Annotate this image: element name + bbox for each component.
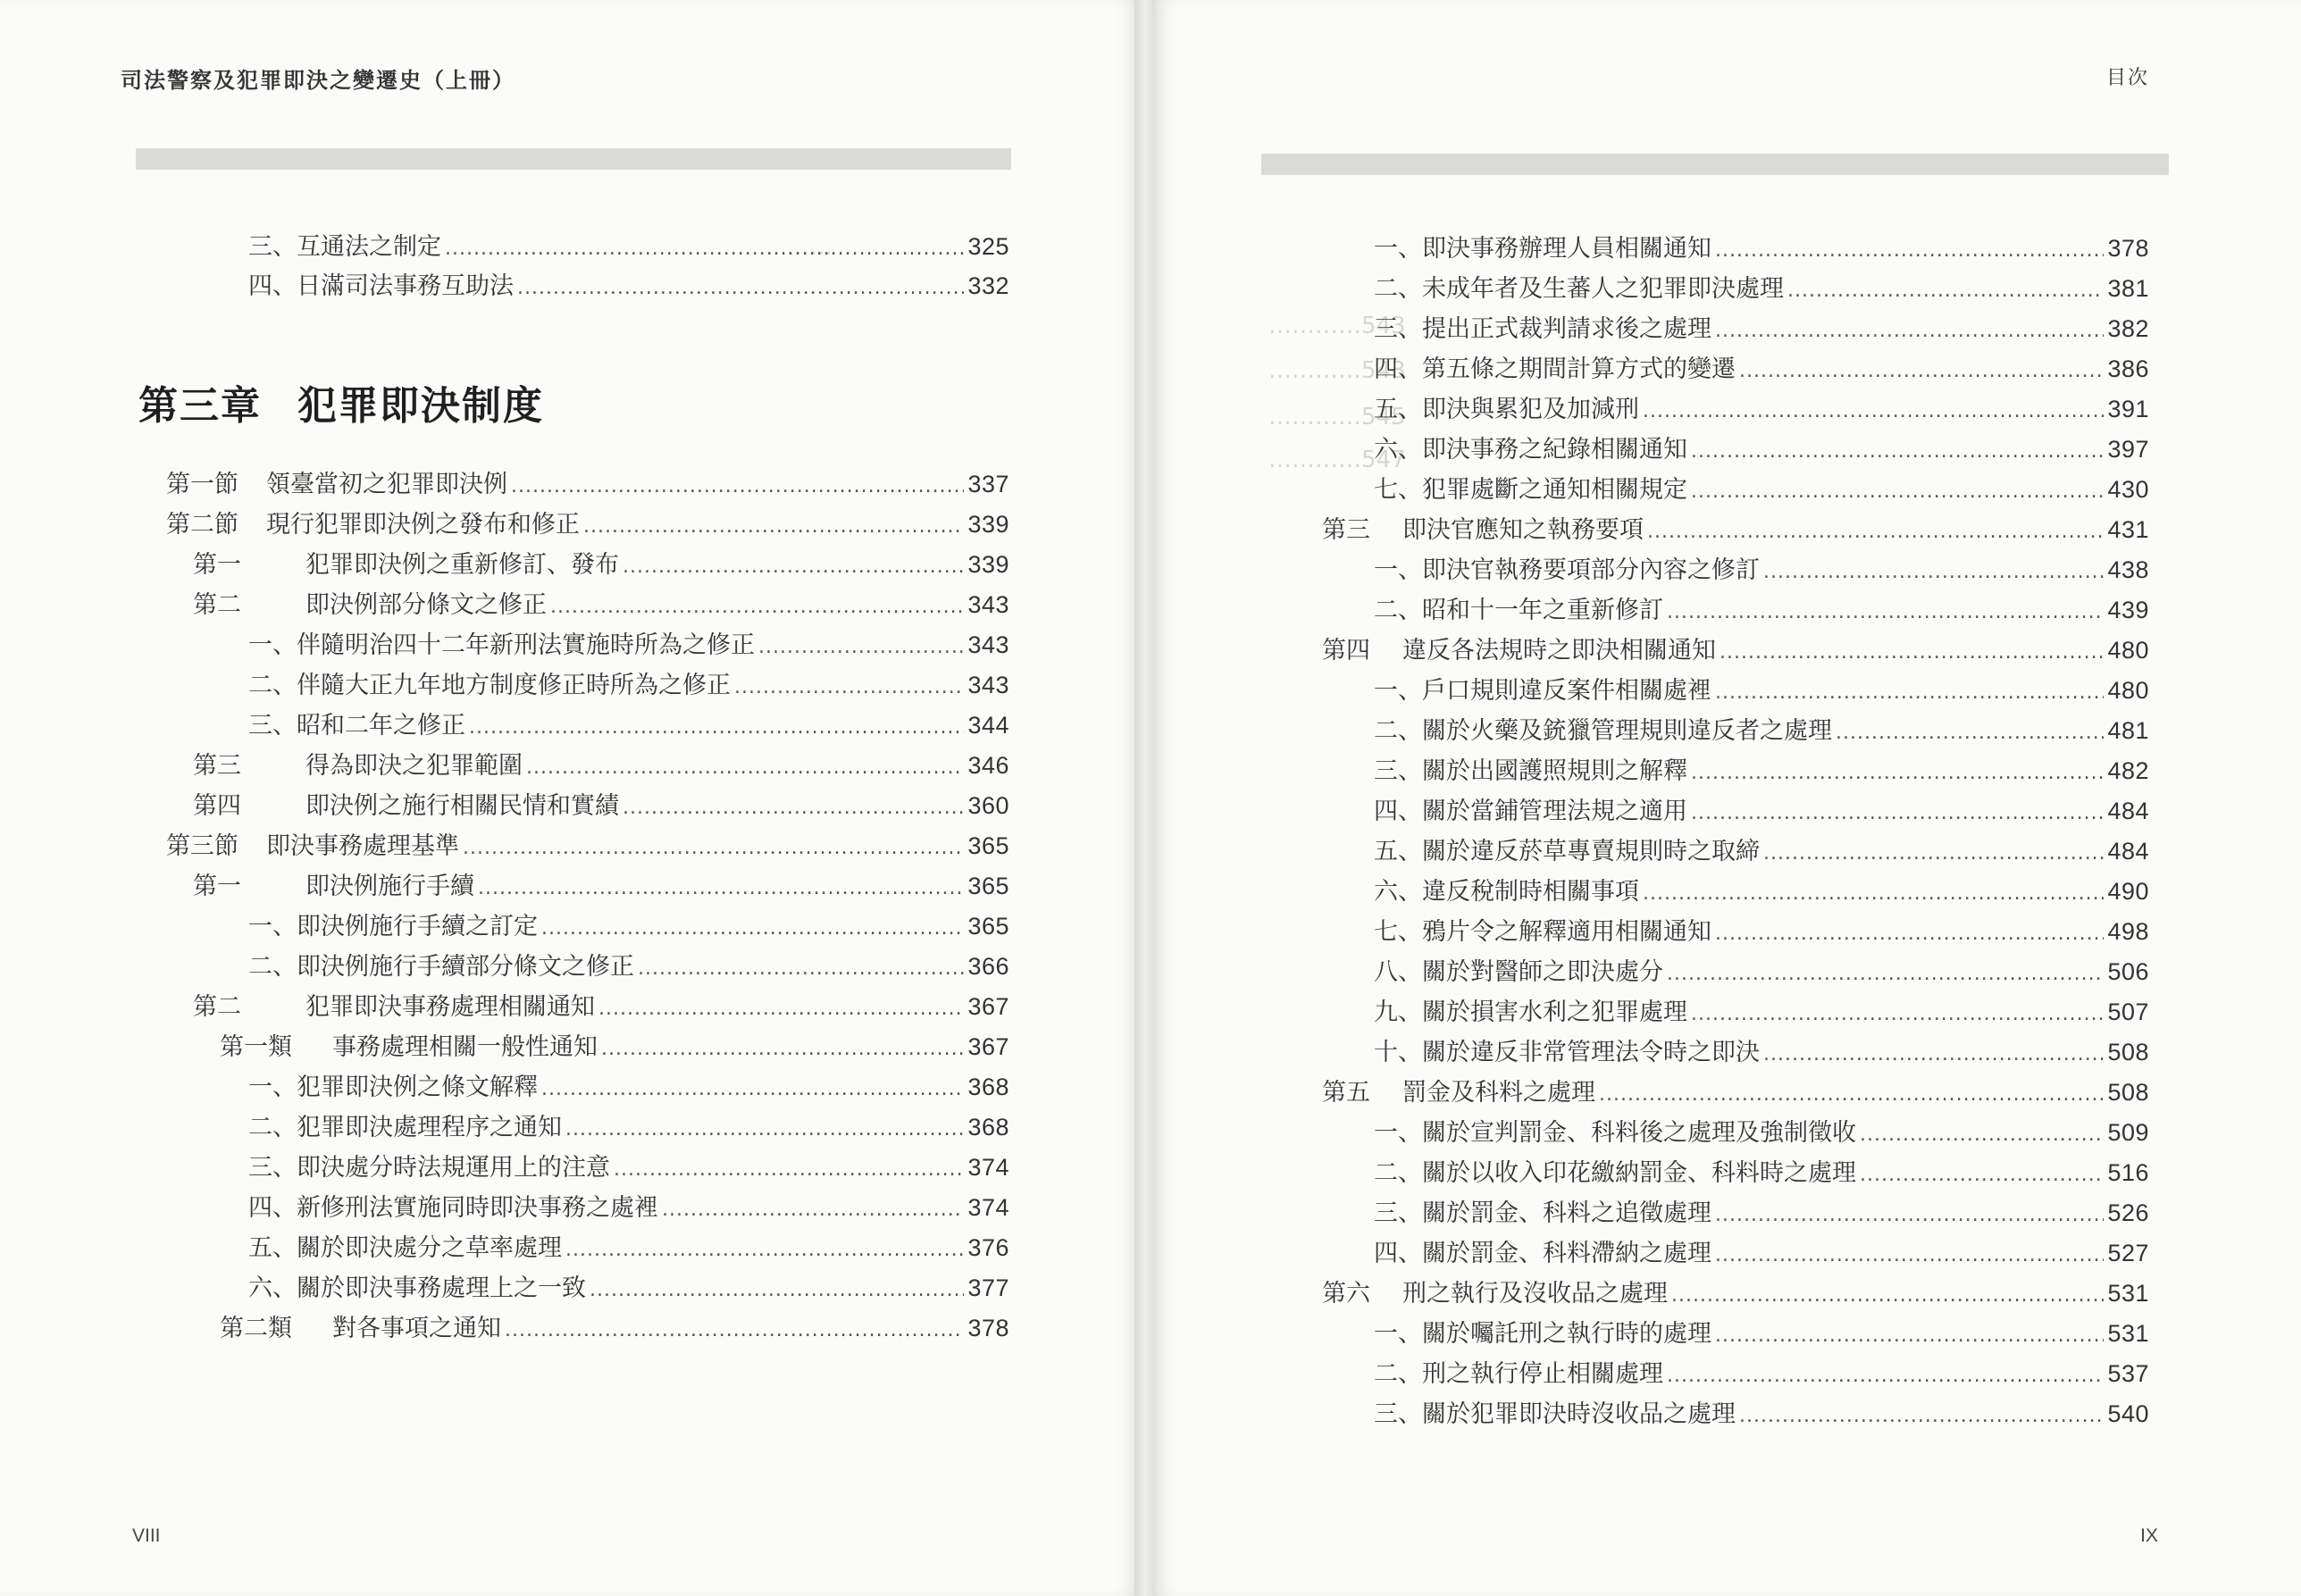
running-head: 目次 bbox=[2105, 67, 2149, 89]
chapter-name: 犯罪即決制度 bbox=[297, 383, 544, 429]
toc-entry[interactable] bbox=[1374, 992, 2149, 1032]
toc-entry-text: 二、伴隨大正九年地方制度修正時所為之修正 bbox=[248, 672, 731, 699]
toc-entry-text: 四、第五條之期間計算方式的變遷 bbox=[1374, 355, 1736, 383]
toc-page-number: 506 bbox=[2107, 958, 2149, 985]
toc-leader bbox=[1691, 472, 2104, 512]
toc-page-number: 480 bbox=[2107, 637, 2149, 664]
toc-page-number: 360 bbox=[967, 792, 1009, 819]
toc-leader bbox=[1691, 794, 2104, 833]
toc-entry-text: 事務處理相關一般性通知 bbox=[332, 1033, 598, 1061]
toc-entry-label: 第一 bbox=[193, 551, 241, 579]
toc-entry-text: 違反各法規時之即決相關通知 bbox=[1402, 637, 1716, 664]
toc-entry-label: 第六 bbox=[1322, 1280, 1370, 1308]
toc-leader bbox=[1719, 633, 2104, 673]
toc-leader bbox=[445, 230, 964, 269]
toc-entry-text: 一、犯罪即決例之條文解釋 bbox=[248, 1074, 538, 1101]
toc-leader bbox=[1715, 1236, 2104, 1275]
toc-page-number: 366 bbox=[967, 953, 1009, 980]
toc-entry-text: 二、未成年者及生蕃人之犯罪即決處理 bbox=[1374, 275, 1784, 303]
toc-page-number: 531 bbox=[2107, 1280, 2149, 1307]
toc-entry[interactable] bbox=[248, 227, 1009, 266]
toc-page-number: 537 bbox=[2107, 1360, 2149, 1387]
toc-page-number: 540 bbox=[2107, 1400, 2149, 1427]
toc-page-number: 367 bbox=[967, 993, 1009, 1020]
toc-entry-text: 犯罪即決例之重新修訂、發布 bbox=[305, 551, 619, 579]
toc-entry-text: 二、犯罪即決處理程序之通知 bbox=[248, 1114, 562, 1141]
toc-leader bbox=[517, 269, 964, 308]
toc-entry[interactable] bbox=[248, 1228, 1009, 1267]
toc-leader bbox=[1836, 714, 2104, 753]
toc-entry[interactable] bbox=[248, 947, 1009, 986]
toc-leader bbox=[1647, 513, 2104, 552]
bleed-through: …… bbox=[786, 234, 833, 261]
right-page bbox=[1152, 0, 2301, 1596]
toc-entry-label: 第三 bbox=[1322, 516, 1370, 544]
toc-entry-text: 六、違反稅制時相關事項 bbox=[1374, 878, 1639, 906]
toc-leader bbox=[526, 748, 964, 788]
toc-entry-text: 對各事項之通知 bbox=[332, 1315, 501, 1342]
bleed-through: …………543 bbox=[1268, 313, 1406, 339]
toc-entry[interactable] bbox=[1374, 470, 2149, 509]
toc-entry-text: 三、昭和二年之修正 bbox=[248, 712, 465, 740]
toc-leader bbox=[469, 708, 964, 748]
toc-entry-text: 犯罪即決事務處理相關通知 bbox=[305, 993, 595, 1021]
toc-page-number: 484 bbox=[2107, 798, 2149, 824]
toc-leader bbox=[590, 1271, 964, 1310]
toc-leader bbox=[1763, 1035, 2104, 1074]
toc-entry-text: 五、即決與累犯及加減刑 bbox=[1374, 396, 1639, 423]
toc-page-number: 365 bbox=[967, 873, 1009, 899]
toc-entry-text: 三、關於出國護照規則之解釋 bbox=[1374, 757, 1687, 785]
toc-entry[interactable] bbox=[1374, 1153, 2149, 1192]
toc-leader bbox=[1860, 1116, 2104, 1155]
toc-entry[interactable] bbox=[193, 545, 1009, 584]
toc-entry[interactable] bbox=[166, 464, 1009, 504]
toc-page-number: 325 bbox=[967, 233, 1009, 260]
toc-entry-text: 即決例之施行相關民情和實績 bbox=[305, 792, 619, 820]
toc-page-number: 508 bbox=[2107, 1039, 2149, 1065]
toc-leader bbox=[1671, 1276, 2104, 1316]
toc-entry[interactable] bbox=[193, 585, 1009, 624]
toc-leader bbox=[1763, 553, 2104, 592]
toc-entry[interactable] bbox=[1322, 1274, 2149, 1313]
toc-entry-label: 第二類 bbox=[220, 1315, 292, 1342]
toc-entry[interactable] bbox=[1374, 1113, 2149, 1152]
toc-entry-text: 四、關於當鋪管理法規之適用 bbox=[1374, 798, 1687, 825]
toc-entry-text: 四、新修刑法實施同時即決事務之處裡 bbox=[248, 1194, 658, 1222]
toc-entry-text: 即決事務處理基準 bbox=[266, 832, 459, 860]
toc-leader bbox=[601, 1030, 964, 1069]
toc-entry[interactable] bbox=[166, 505, 1009, 544]
toc-entry-text: 六、關於即決事務處理上之一致 bbox=[248, 1274, 586, 1302]
toc-page-number: 343 bbox=[967, 672, 1009, 698]
toc-entry[interactable] bbox=[1374, 872, 2149, 911]
toc-entry[interactable] bbox=[248, 625, 1009, 664]
toc-entry[interactable] bbox=[1374, 1354, 2149, 1393]
toc-entry-text: 一、戶口規則違反案件相關處裡 bbox=[1374, 677, 1711, 705]
toc-entry-text: 罰金及科料之處理 bbox=[1402, 1079, 1595, 1107]
toc-entry[interactable] bbox=[248, 1148, 1009, 1187]
toc-entry[interactable] bbox=[220, 1308, 1009, 1348]
toc-page-number: 374 bbox=[967, 1194, 1009, 1221]
page-number-footer: VIII bbox=[132, 1525, 161, 1546]
toc-entry[interactable] bbox=[248, 907, 1009, 946]
toc-leader bbox=[463, 829, 964, 868]
toc-page-number: 526 bbox=[2107, 1199, 2149, 1226]
toc-entry[interactable] bbox=[193, 746, 1009, 785]
toc-page-number: 439 bbox=[2107, 597, 2149, 623]
toc-leader bbox=[583, 507, 964, 547]
toc-entry[interactable] bbox=[1374, 952, 2149, 991]
toc-entry[interactable] bbox=[1374, 1314, 2149, 1353]
toc-entry[interactable] bbox=[1374, 912, 2149, 951]
toc-leader bbox=[623, 789, 964, 828]
toc-entry-text: 十、關於違反非常管理法令時之即決 bbox=[1374, 1039, 1760, 1066]
toc-entry[interactable] bbox=[193, 786, 1009, 825]
chapter-title bbox=[138, 373, 544, 430]
toc-entry-label: 第一 bbox=[193, 873, 241, 900]
toc-page-number: 490 bbox=[2107, 878, 2149, 905]
running-head: 司法警察及犯罪即決之變遷史（上冊） bbox=[121, 67, 515, 93]
toc-entry[interactable] bbox=[1374, 590, 2149, 630]
toc-leader bbox=[541, 1070, 964, 1109]
header-band bbox=[1261, 154, 2169, 175]
toc-entry-label: 第四 bbox=[1322, 637, 1370, 664]
toc-leader bbox=[1667, 1357, 2104, 1396]
toc-page-number: 343 bbox=[967, 631, 1009, 658]
toc-page-number: 346 bbox=[967, 752, 1009, 779]
toc-entry[interactable] bbox=[1374, 389, 2149, 429]
toc-leader bbox=[1739, 1397, 2104, 1436]
toc-entry-text: 三、互通法之制定 bbox=[248, 233, 441, 261]
toc-entry[interactable] bbox=[1322, 510, 2149, 549]
toc-page-number: 378 bbox=[967, 1315, 1009, 1341]
toc-entry-text: 三、關於犯罪即決時沒收品之處理 bbox=[1374, 1400, 1736, 1428]
toc-page-number: 498 bbox=[2107, 918, 2149, 945]
page-number-footer: IX bbox=[2140, 1525, 2158, 1546]
toc-leader bbox=[598, 990, 964, 1029]
toc-leader bbox=[1715, 915, 2104, 954]
toc-entry[interactable] bbox=[248, 1067, 1009, 1107]
bleed-through: …………543 bbox=[1268, 357, 1406, 384]
toc-page-number: 438 bbox=[2107, 556, 2149, 583]
toc-entry[interactable] bbox=[1374, 349, 2149, 389]
toc-leader bbox=[1691, 432, 2104, 472]
toc-leader bbox=[1787, 272, 2104, 311]
toc-leader bbox=[638, 949, 964, 989]
toc-page-number: 481 bbox=[2107, 717, 2149, 744]
toc-page-number: 397 bbox=[2107, 436, 2149, 463]
toc-entry-text: 八、關於對醫師之即決處分 bbox=[1374, 958, 1663, 986]
toc-entry-text: 一、關於囑託刑之執行時的處理 bbox=[1374, 1320, 1711, 1348]
toc-entry[interactable] bbox=[248, 1268, 1009, 1308]
toc-page-number: 386 bbox=[2107, 355, 2149, 382]
toc-page-number: 516 bbox=[2107, 1159, 2149, 1186]
toc-page-number: 378 bbox=[2107, 235, 2149, 262]
toc-entry-text: 四、日滿司法事務互助法 bbox=[248, 272, 514, 300]
toc-leader bbox=[1643, 874, 2104, 914]
toc-leader bbox=[1667, 955, 2104, 994]
toc-entry[interactable] bbox=[1374, 1032, 2149, 1072]
toc-page-number: 430 bbox=[2107, 476, 2149, 503]
toc-page-number: 376 bbox=[967, 1234, 1009, 1261]
toc-entry[interactable] bbox=[220, 1027, 1009, 1066]
toc-page-number: 343 bbox=[967, 591, 1009, 618]
toc-entry-text: 五、關於即決處分之草率處理 bbox=[248, 1234, 562, 1262]
toc-page-number: 507 bbox=[2107, 999, 2149, 1025]
toc-entry-text: 三、提出正式裁判請求後之處理 bbox=[1374, 315, 1711, 343]
toc-page-number: 391 bbox=[2107, 396, 2149, 422]
toc-entry-text: 三、關於罰金、科料之追徵處理 bbox=[1374, 1199, 1711, 1227]
toc-leader bbox=[662, 1191, 964, 1230]
toc-page-number: 509 bbox=[2107, 1119, 2149, 1146]
toc-entry[interactable] bbox=[248, 266, 1009, 305]
toc-entry-text: 二、即決例施行手續部分條文之修正 bbox=[248, 953, 634, 981]
toc-entry-text: 領臺當初之犯罪即決例 bbox=[266, 471, 507, 498]
toc-entry[interactable] bbox=[1374, 831, 2149, 871]
toc-page-number: 339 bbox=[967, 551, 1009, 578]
toc-entry[interactable] bbox=[248, 1188, 1009, 1227]
toc-leader bbox=[1599, 1075, 2104, 1115]
toc-entry-text: 一、即決官執務要項部分內容之修訂 bbox=[1374, 556, 1760, 584]
toc-entry[interactable] bbox=[248, 1107, 1009, 1147]
toc-entry-label: 第一類 bbox=[220, 1033, 292, 1061]
toc-page-number: 368 bbox=[967, 1074, 1009, 1100]
toc-leader bbox=[1715, 231, 2104, 271]
toc-leader bbox=[614, 1150, 964, 1190]
toc-page-number: 480 bbox=[2107, 677, 2149, 704]
toc-entry[interactable] bbox=[1374, 711, 2149, 750]
toc-entry-label: 第三 bbox=[193, 752, 241, 780]
toc-page-number: 377 bbox=[967, 1274, 1009, 1301]
toc-entry-label: 第五 bbox=[1322, 1079, 1370, 1107]
toc-leader bbox=[758, 628, 964, 667]
bleed-through: …………545 bbox=[1268, 404, 1406, 430]
toc-leader bbox=[511, 467, 964, 506]
toc-leader bbox=[505, 1311, 964, 1350]
toc-entry-text: 一、即決事務辦理人員相關通知 bbox=[1374, 235, 1711, 263]
header-band bbox=[136, 148, 1011, 170]
toc-leader bbox=[478, 869, 964, 908]
toc-entry-label: 第一節 bbox=[166, 471, 238, 498]
toc-entry[interactable] bbox=[1374, 1233, 2149, 1273]
toc-entry[interactable] bbox=[248, 706, 1009, 745]
toc-page-number: 484 bbox=[2107, 838, 2149, 865]
toc-entry-label: 第二 bbox=[193, 993, 241, 1021]
toc-page-number: 365 bbox=[967, 913, 1009, 940]
toc-entry-text: 得為即決之犯罪範圍 bbox=[305, 752, 523, 780]
toc-leader bbox=[1715, 1196, 2104, 1235]
toc-entry-text: 一、即決例施行手續之訂定 bbox=[248, 913, 538, 940]
toc-leader bbox=[1763, 834, 2104, 873]
toc-entry[interactable] bbox=[1374, 550, 2149, 589]
toc-leader bbox=[1715, 673, 2104, 713]
toc-page-number: 508 bbox=[2107, 1079, 2149, 1106]
toc-entry-text: 九、關於損害水利之犯罪處理 bbox=[1374, 999, 1687, 1026]
toc-leader bbox=[1643, 392, 2104, 431]
toc-page-number: 482 bbox=[2107, 757, 2149, 784]
toc-page-number: 374 bbox=[967, 1154, 1009, 1181]
toc-leader bbox=[1715, 312, 2104, 351]
toc-page-number: 332 bbox=[967, 272, 1009, 299]
bleed-through: …………547 bbox=[1268, 447, 1406, 473]
toc-entry[interactable] bbox=[1374, 1193, 2149, 1233]
toc-entry-label: 第三節 bbox=[166, 832, 238, 860]
toc-page-number: 527 bbox=[2107, 1240, 2149, 1266]
toc-entry[interactable] bbox=[1374, 751, 2149, 790]
toc-page-number: 367 bbox=[967, 1033, 1009, 1060]
toc-entry[interactable] bbox=[1374, 671, 2149, 710]
toc-entry[interactable] bbox=[1374, 1394, 2149, 1433]
toc-entry-text: 五、關於違反菸草專賣規則時之取締 bbox=[1374, 838, 1760, 865]
toc-leader bbox=[1667, 593, 2104, 632]
toc-entry-text: 二、刑之執行停止相關處理 bbox=[1374, 1360, 1663, 1388]
toc-entry-text: 七、犯罪處斷之通知相關規定 bbox=[1374, 476, 1687, 504]
toc-leader bbox=[565, 1110, 964, 1149]
toc-leader bbox=[541, 909, 964, 948]
toc-page-number: 382 bbox=[2107, 315, 2149, 342]
toc-entry-text: 即決官應知之執務要項 bbox=[1402, 516, 1644, 544]
toc-entry-text: 二、關於以收入印花繳納罰金、科料時之處理 bbox=[1374, 1159, 1856, 1187]
toc-leader bbox=[1739, 352, 2104, 391]
toc-page-number: 368 bbox=[967, 1114, 1009, 1141]
toc-leader bbox=[1715, 1316, 2104, 1356]
toc-entry-text: 即決例部分條文之修正 bbox=[305, 591, 547, 619]
toc-page-number: 337 bbox=[967, 471, 1009, 497]
toc-entry[interactable] bbox=[193, 866, 1009, 906]
toc-entry-text: 七、鴉片令之解釋適用相關通知 bbox=[1374, 918, 1711, 946]
toc-page-number: 431 bbox=[2107, 516, 2149, 543]
chapter-number: 第三章 bbox=[138, 383, 262, 429]
toc-entry-text: 二、昭和十一年之重新修訂 bbox=[1374, 597, 1663, 624]
toc-leader bbox=[1860, 1156, 2104, 1195]
toc-entry-text: 六、即決事務之紀錄相關通知 bbox=[1374, 436, 1687, 464]
left-page bbox=[0, 0, 1142, 1596]
toc-entry[interactable] bbox=[1374, 791, 2149, 831]
toc-entry-text: 即決例施行手續 bbox=[305, 873, 474, 900]
toc-page-number: 365 bbox=[967, 832, 1009, 859]
toc-entry-label: 第二節 bbox=[166, 511, 238, 539]
toc-entry[interactable] bbox=[1374, 430, 2149, 469]
toc-entry-label: 第四 bbox=[193, 792, 241, 820]
toc-entry[interactable] bbox=[1322, 1073, 2149, 1112]
toc-entry[interactable] bbox=[1374, 229, 2149, 268]
toc-entry[interactable] bbox=[166, 826, 1009, 865]
toc-page-number: 381 bbox=[2107, 275, 2149, 302]
toc-entry-text: 現行犯罪即決例之發布和修正 bbox=[266, 511, 580, 539]
toc-page-number: 531 bbox=[2107, 1320, 2149, 1347]
toc-entry-text: 刑之執行及沒收品之處理 bbox=[1402, 1280, 1668, 1308]
toc-leader bbox=[550, 588, 964, 627]
toc-leader bbox=[565, 1231, 964, 1270]
toc-entry[interactable] bbox=[1374, 309, 2149, 348]
toc-entry-label: 第二 bbox=[193, 591, 241, 619]
toc-leader bbox=[734, 668, 964, 707]
toc-entry[interactable] bbox=[248, 665, 1009, 705]
toc-page-number: 339 bbox=[967, 511, 1009, 538]
toc-entry[interactable] bbox=[1374, 269, 2149, 308]
toc-leader bbox=[1691, 754, 2104, 793]
toc-leader bbox=[623, 547, 964, 587]
toc-entry-text: 三、即決處分時法規運用上的注意 bbox=[248, 1154, 610, 1182]
toc-entry[interactable] bbox=[193, 987, 1009, 1026]
toc-entry-text: 一、伴隨明治四十二年新刑法實施時所為之修正 bbox=[248, 631, 755, 659]
toc-entry-text: 二、關於火藥及銃獵管理規則違反者之處理 bbox=[1374, 717, 1832, 745]
toc-page-number: 344 bbox=[967, 712, 1009, 739]
toc-entry-text: 四、關於罰金、科料滯納之處理 bbox=[1374, 1240, 1711, 1267]
toc-entry[interactable] bbox=[1322, 631, 2149, 670]
toc-leader bbox=[1691, 995, 2104, 1034]
toc-entry-text: 一、關於宣判罰金、科料後之處理及強制徵收 bbox=[1374, 1119, 1856, 1147]
